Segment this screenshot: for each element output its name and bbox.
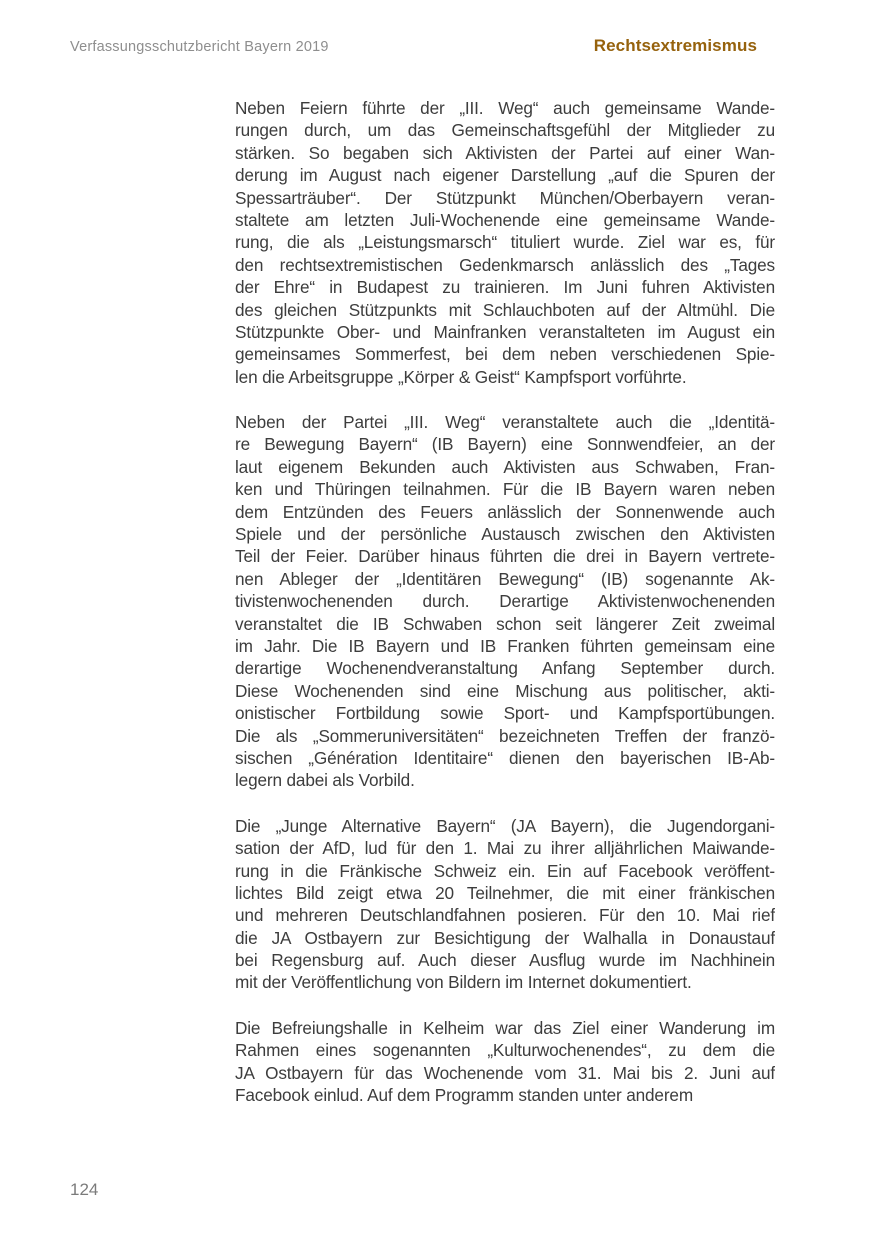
paragraph	[235, 97, 775, 388]
text-line: Neben Feiern führte der „III. Weg“ auch gemeinsame Wande-	[235, 98, 775, 118]
paragraph	[235, 1017, 775, 1107]
paragraph	[235, 815, 775, 994]
text-line: sation der AfD, lud für den 1. Mai zu ihrer alljährlichen Maiwande-	[235, 838, 775, 859]
text-line: legern dabei als Vorbild.	[235, 770, 415, 791]
text-line: und mehreren Deutschlandfahnen posieren. Für den 10. Mai rief	[235, 905, 775, 926]
text-line: Spessarträuber“. Der Stützpunkt München/Oberbayern veran-	[235, 187, 775, 208]
text-line: dem Entzünden des Feuers anlässlich der Sonnenwende auch	[235, 501, 775, 522]
report-title: Verfassungsschutzbericht Bayern 2019	[70, 39, 329, 55]
text-line: tivistenwochenenden durch. Derartige Aktivistenwochenenden	[235, 591, 775, 612]
text-line: onistischer Fortbildung sowie Sport- und Kampfsportübungen.	[235, 703, 775, 724]
text-line: Facebook einlud. Auf dem Programm standen unter anderem	[235, 1085, 693, 1106]
text-line: sischen „Génération Identitaire“ dienen den bayerischen IB-Ab-	[235, 747, 775, 768]
chapter-title: Rechtsextremismus	[593, 36, 757, 55]
text-line: derung im August nach eigener Darstellung „auf die Spuren der	[235, 165, 775, 186]
text-line: ken und Thüringen teilnahmen. Für die IB Bayern waren neben	[235, 479, 775, 500]
text-line: mit der Veröffentlichung von Bildern im Internet dokumentiert.	[235, 972, 692, 993]
text-line: rung, die als „Leistungsmarsch“ tituliert wurde. Ziel war es, für	[235, 232, 775, 253]
text-line: bei Regensburg auf. Auch dieser Ausflug wurde im Nachhinein	[235, 950, 775, 971]
text-line: stärken. So begaben sich Aktivisten der Partei auf einer Wan-	[235, 142, 775, 163]
text-line: JA Ostbayern für das Wochenende vom 31. Mai bis 2. Juni auf	[235, 1062, 775, 1083]
text-line: im Jahr. Die IB Bayern und IB Franken führten gemeinsam eine	[235, 635, 775, 656]
paragraph	[235, 411, 775, 792]
text-line: Diese Wochenenden sind eine Mischung aus politischer, akti-	[235, 680, 775, 701]
text-line: Die „Junge Alternative Bayern“ (JA Bayern), die Jugendorgani-	[235, 815, 775, 836]
text-line: len die Arbeitsgruppe „Körper & Geist“ Kampfsport vorführte.	[235, 366, 687, 387]
text-line: veranstaltet die IB Schwaben schon seit längerer Zeit zweimal	[235, 613, 775, 634]
text-line: derartige Wochenendveranstaltung Anfang September durch.	[235, 658, 775, 679]
text-line: laut eigenem Bekunden auch Aktivisten aus Schwaben, Fran-	[235, 456, 775, 477]
text-line: lichtes Bild zeigt etwa 20 Teilnehmer, die mit einer fränkischen	[235, 882, 775, 903]
text-line: Rahmen eines sogenannten „Kulturwochenendes“, zu dem die	[235, 1040, 775, 1061]
text-line: den rechtsextremistischen Gedenkmarsch anlässlich des „Tages	[235, 254, 775, 275]
body-text	[235, 97, 775, 1129]
text-line: die JA Ostbayern zur Besichtigung der Walhalla in Donaustauf	[235, 927, 775, 948]
text-line: gemeinsames Sommerfest, bei dem neben verschiedenen Spie-	[235, 344, 775, 365]
text-line: re Bewegung Bayern“ (IB Bayern) eine Sonnwendfeier, an der	[235, 434, 775, 455]
text-line: nen Ableger der „Identitären Bewegung“ (IB) sogenannte Ak-	[235, 568, 775, 589]
text-line: Die Befreiungshalle in Kelheim war das Ziel einer Wanderung im	[235, 1017, 775, 1038]
text-line: Spiele und der persönliche Austausch zwischen den Aktivisten	[235, 524, 775, 545]
text-line: Teil der Feier. Darüber hinaus führten die drei in Bayern vertrete-	[235, 546, 775, 567]
text-line: der Ehre“ in Budapest zu trainieren. Im Juni fuhren Aktivisten	[235, 277, 775, 298]
text-line: des gleichen Stützpunkts mit Schlauchboten auf der Altmühl. Die	[235, 299, 775, 320]
text-line: staltete am letzten Juli-Wochenende eine gemeinsame Wande-	[235, 209, 775, 230]
text-line: Die als „Sommeruniversitäten“ bezeichneten Treffen der franzö-	[235, 725, 775, 746]
text-line: rungen durch, um das Gemeinschaftsgefühl der Mitglieder zu	[235, 120, 775, 141]
text-line: Neben der Partei „III. Weg“ veranstaltete auch die „Identitä-	[235, 412, 775, 433]
text-line: Stützpunkte Ober- und Mainfranken veranstalteten im August ein	[235, 321, 775, 342]
text-line: rung in die Fränkische Schweiz ein. Ein auf Facebook veröffent-	[235, 860, 775, 881]
page-number: 124	[70, 1180, 99, 1199]
